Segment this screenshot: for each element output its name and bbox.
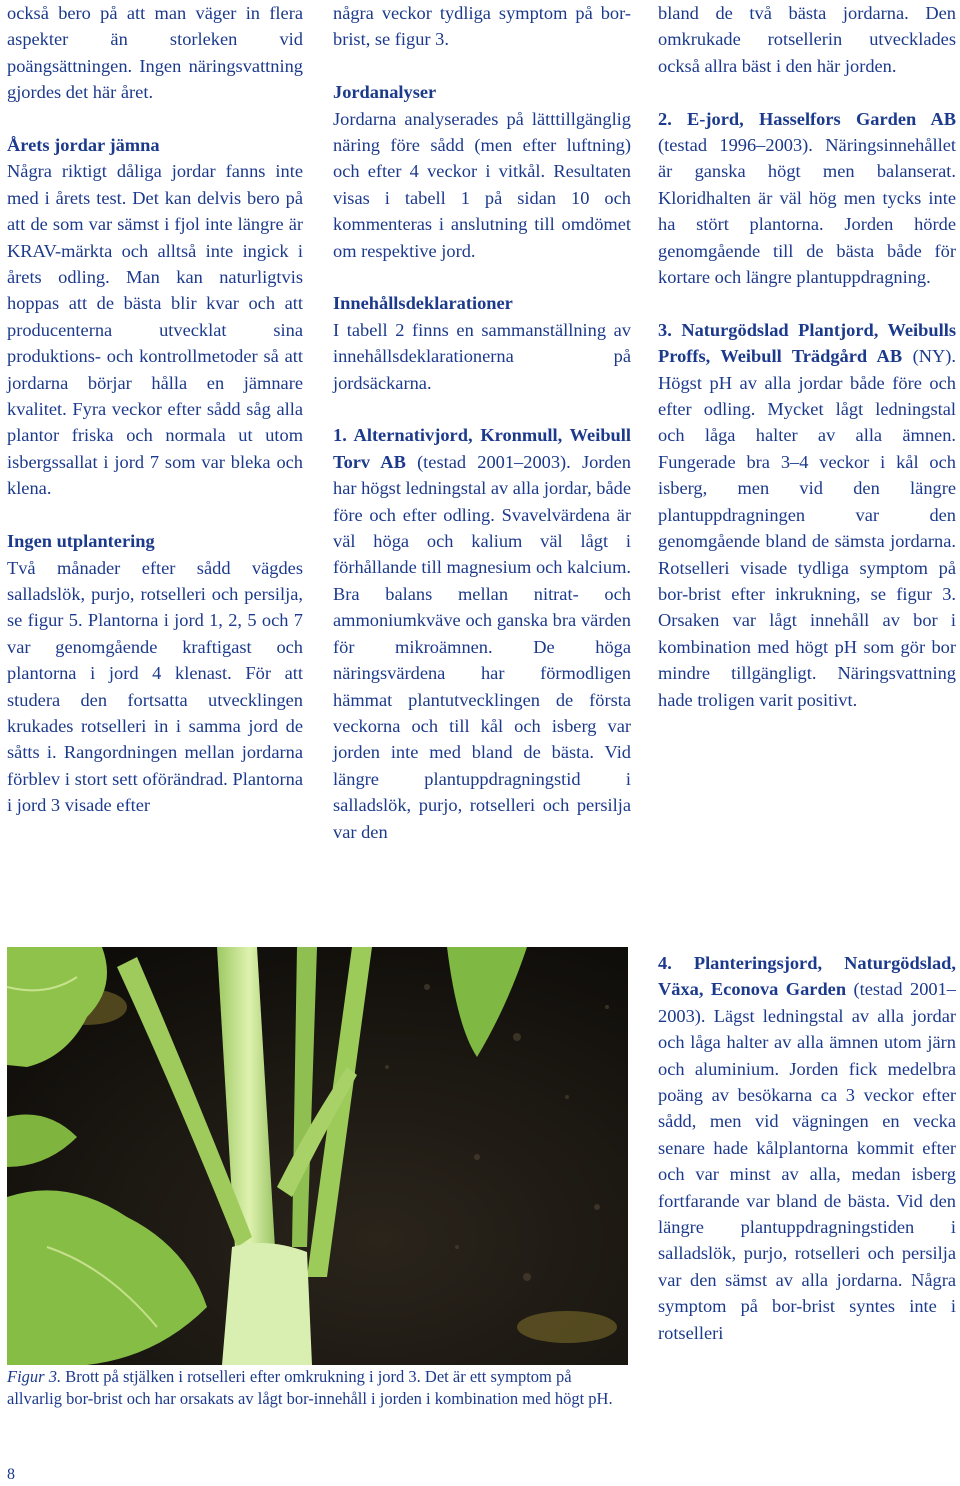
soil2-text: (testad 1996–2003). Näringsinnehållet är ganska högt men balanserat. Kloridhalten är väl hög men tycks inte ha stört plantorna. Jorden hörde genomgående till de bästa både för kortare och längre plantuppdragning. <box>658 135 956 288</box>
heading-transplant: Ingen utplantering <box>7 531 155 552</box>
text-column-3 <box>658 0 956 713</box>
soil4-text: (testad 2001–2003). Lägst ledningstal av alla jordar och låga halter av alla ämnen utom järn och aluminium. Jorden fick medelbra poäng av besökarna ca 3 veckor efter sådd, men vid vägningen en vecka senare hade kålplantorna kommit efter och var minst av alla, medan isberg fortfarande var bland de bästa. Vid den längre plantuppdragningstiden i salladslök, purjo, rotselleri och persilja var den sämst av alla jordarna. Några symptom på bor-brist syntes inte i rotselleri <box>658 979 956 1343</box>
declarations-paragraph: I tabell 2 finns en sammanställning av innehållsdeklarationerna på jordsäckarna. <box>333 319 631 393</box>
celery-plant-photo <box>7 947 628 1365</box>
soil4-paragraph <box>658 950 956 1346</box>
transplant-paragraph: Två månader efter sådd vägdes salladslök, purjo, rotselleri och persilja, se figur 5. Plantorna i jord 1, 2, 5 och 7 var genomgående kraftigast och plantorna i jord 4 klenast. För att studera den fortsatta utvecklingen krukades rotselleri in i samma jord de såtts i. Rangordningen mellan jordarna förblev i stort sett oförändrad. Plantorna i jord 3 visade efter <box>7 557 303 816</box>
figure-label: Figur 3. <box>7 1367 62 1386</box>
soil1-paragraph <box>333 422 631 845</box>
figure-photo <box>7 947 628 1365</box>
continuation-paragraph: några veckor tydliga symptom på bor-brist, se figur 3. <box>333 3 631 50</box>
soil3-paragraph <box>658 317 956 713</box>
text-column-2 <box>333 0 631 845</box>
figure-caption <box>7 1366 628 1409</box>
text-column-1 <box>7 0 303 819</box>
soil4-heading: 4. Planteringsjord, Naturgödslad, Växa, Econova Garden <box>658 953 956 1000</box>
soil3-text: (NY). Högst pH av alla jordar både före och efter odling. Mycket lågt ledningstal och låga halter av alla ämnen. Fungerade bra 3–4 veckor i kål och isberg, men vid den längre plantuppdragningen var den genomgående bland de sämsta jordarna. Rotselleri visade tydliga symptom på bor-brist efter inkrukning, se figur 3. Orsaken var lågt innehåll av bor i kombination med högt pH som gör bor mindre tillgängligt. Näringsvattning hade troligen varit positivt. <box>658 346 956 710</box>
soil2-paragraph <box>658 106 956 291</box>
analyses-paragraph: Jordarna analyserades på lätttillgänglig näring före sådd (men efter luftning) och efter 4 veckor i vitkål. Resultaten visas i tabell 1 på sidan 10 och kommenteras i anslutning till omdömet om respektive jord. <box>333 108 631 261</box>
figure-caption-text: Brott på stjälken i rotselleri efter omkrukning i jord 3. Det är ett symptom på allvarlig bor-brist och har orsakats av lågt bor-innehåll i jorden i kombination med högt pH. <box>7 1367 613 1408</box>
soil1-heading: 1. Alternativjord, Kronmull, Weibull Torv AB <box>333 425 631 472</box>
page-number: 8 <box>7 1466 15 1483</box>
text-column-3-lower <box>658 950 956 1346</box>
stem-base <box>222 1243 312 1365</box>
soil3-heading: 3. Naturgödslad Plantjord, Weibulls Proffs, Weibull Trädgård AB <box>658 319 956 367</box>
heading-analyses: Jordanalyser <box>333 82 437 103</box>
soil2-heading: 2. E-jord, Hasselfors Garden AB <box>658 108 956 129</box>
heading-soils: Årets jordar jämna <box>7 135 160 156</box>
heading-declarations: Innehållsdeklarationer <box>333 293 513 314</box>
soil1-text: (testad 2001–2003). Jorden har högst ledningstal av alla jordar, både före och efter odling. Svavelvärdena är väl höga och kalium väl lågt i förhållande till magnesium och kalcium. Bra balans mellan nitrat- och ammoniumkväve och ganska bra värden för mikroämnen. De höga näringsvärdena har förmodligen hämmat plantutvecklingen de första veckorna och till kål och isberg var jorden inte med bland de bästa. Vid längre plantuppdragningstid i salladslök, purjo, rotselleri och persilja var den <box>333 451 632 842</box>
continuation-paragraph-3: bland de två bästa jordarna. Den omkrukade rotsellerin utvecklades också allra bäst i den här jorden. <box>658 3 956 76</box>
soils-paragraph: Några riktigt dåliga jordar fanns inte med i årets test. Det kan delvis bero på att de som var sämst i fjol inte längre är KRAV-märkta och alltså inte ingick i årets odling. Man kan naturligtvis hoppas att de bästa blir kvar och att producenterna utvecklat sina produktions- och kontrollmetoder så att jordarna börjar hålla en jämnare kvalitet. Fyra veckor efter sådd såg alla plantor friska och normala ut utom isbergssallat i jord 7 som var bleka och klena. <box>7 161 303 499</box>
intro-paragraph: också bero på att man väger in flera aspekter än storleken vid poängsättningen. Ingen näringsvattning gjordes det här året. <box>7 3 303 103</box>
